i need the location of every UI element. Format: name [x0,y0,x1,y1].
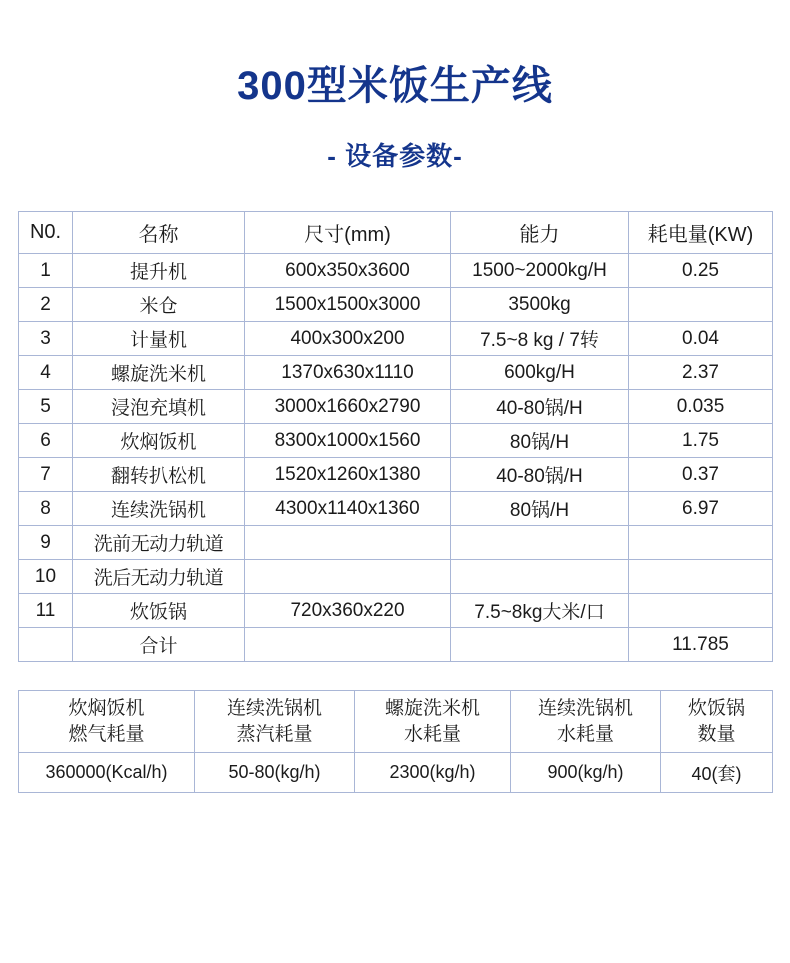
cell-capacity: 80锅/H [451,492,629,526]
cell-name: 翻转扒松机 [73,458,245,492]
cell-name-total: 合计 [73,628,245,662]
table-row [19,560,773,594]
cell-capacity [451,526,629,560]
cell-size: 600x350x3600 [245,254,451,288]
cell-power: 2.37 [629,356,773,390]
cell-name: 连续洗锅机 [73,492,245,526]
table-row [19,254,773,288]
cell-no: 1 [19,254,73,288]
consumption-header-washer-water [355,691,511,753]
consumption-value-washer-water: 2300(kg/h) [355,753,511,793]
table-row [19,526,773,560]
cell-size: 720x360x220 [245,594,451,628]
cell-power: 6.97 [629,492,773,526]
cell-capacity: 1500~2000kg/H [451,254,629,288]
column-header-capacity: 能力 [451,212,629,254]
consumption-header-row [19,691,773,753]
table-header-row [19,212,773,254]
table-row [19,458,773,492]
consumption-header-line2: 数量 [697,723,736,745]
consumption-header-pot-quantity [661,691,773,753]
cell-no: 7 [19,458,73,492]
cell-power: 1.75 [629,424,773,458]
equipment-parameters-table [18,211,773,662]
cell-no: 8 [19,492,73,526]
consumption-header-steam [195,691,355,753]
cell-name: 提升机 [73,254,245,288]
consumption-table [18,690,773,793]
cell-no: 6 [19,424,73,458]
column-header-power: 耗电量(KW) [629,212,773,254]
cell-no [19,628,73,662]
cell-size: 4300x1140x1360 [245,492,451,526]
column-header-name: 名称 [73,212,245,254]
cell-capacity: 3500kg [451,288,629,322]
cell-name: 螺旋洗米机 [73,356,245,390]
cell-no: 10 [19,560,73,594]
consumption-header-line2: 蒸汽耗量 [236,723,313,745]
cell-no: 11 [19,594,73,628]
cell-size: 1370x630x1110 [245,356,451,390]
cell-name: 计量机 [73,322,245,356]
cell-name: 米仓 [73,288,245,322]
cell-power [629,288,773,322]
cell-power: 0.035 [629,390,773,424]
consumption-value-steam: 50-80(kg/h) [195,753,355,793]
cell-no: 5 [19,390,73,424]
cell-name: 炊焖饭机 [73,424,245,458]
table-row [19,594,773,628]
cell-no: 2 [19,288,73,322]
cell-power [629,594,773,628]
consumption-header-line1: 连续洗锅机 [537,697,633,719]
cell-size: 1520x1260x1380 [245,458,451,492]
table-row [19,492,773,526]
table-row [19,288,773,322]
consumption-header-line1: 连续洗锅机 [226,697,322,719]
consumption-header-pot-washer-water [511,691,661,753]
table-total-row [19,628,773,662]
cell-size [245,560,451,594]
table-row [19,322,773,356]
cell-size: 8300x1000x1560 [245,424,451,458]
cell-capacity: 7.5~8kg大米/口 [451,594,629,628]
cell-capacity: 40-80锅/H [451,390,629,424]
cell-size: 400x300x200 [245,322,451,356]
cell-capacity [451,560,629,594]
cell-no: 3 [19,322,73,356]
table-row [19,390,773,424]
cell-capacity: 600kg/H [451,356,629,390]
cell-name: 洗前无动力轨道 [73,526,245,560]
consumption-value-pot-quantity: 40(套) [661,753,773,793]
cell-power: 0.04 [629,322,773,356]
cell-capacity: 7.5~8 kg / 7转 [451,322,629,356]
cell-no: 4 [19,356,73,390]
consumption-header-line2: 水耗量 [403,723,461,745]
consumption-header-line1: 炊饭锅 [687,697,745,719]
cell-capacity: 80锅/H [451,424,629,458]
cell-power: 0.25 [629,254,773,288]
cell-size [245,628,451,662]
cell-size [245,526,451,560]
column-header-no: N0. [19,212,73,254]
consumption-value-gas: 360000(Kcal/h) [19,753,195,793]
cell-power-total: 11.785 [629,628,773,662]
cell-power: 0.37 [629,458,773,492]
cell-capacity: 40-80锅/H [451,458,629,492]
column-header-size: 尺寸(mm) [245,212,451,254]
consumption-value-pot-washer-water: 900(kg/h) [511,753,661,793]
document-page [0,62,790,963]
consumption-header-gas [19,691,195,753]
page-title: 300型米饭生产线 [237,64,553,108]
cell-name: 炊饭锅 [73,594,245,628]
cell-name: 洗后无动力轨道 [73,560,245,594]
page-subtitle: - 设备参数- [327,141,463,171]
table-row [19,356,773,390]
cell-power [629,560,773,594]
cell-capacity [451,628,629,662]
consumption-header-line2: 水耗量 [556,723,614,745]
cell-no: 9 [19,526,73,560]
consumption-header-line2: 燃气耗量 [68,723,145,745]
cell-size: 3000x1660x2790 [245,390,451,424]
table-row [19,424,773,458]
consumption-header-line1: 炊焖饭机 [68,697,145,719]
consumption-header-line1: 螺旋洗米机 [384,697,480,719]
cell-size: 1500x1500x3000 [245,288,451,322]
cell-name: 浸泡充填机 [73,390,245,424]
consumption-value-row [19,753,773,793]
cell-power [629,526,773,560]
